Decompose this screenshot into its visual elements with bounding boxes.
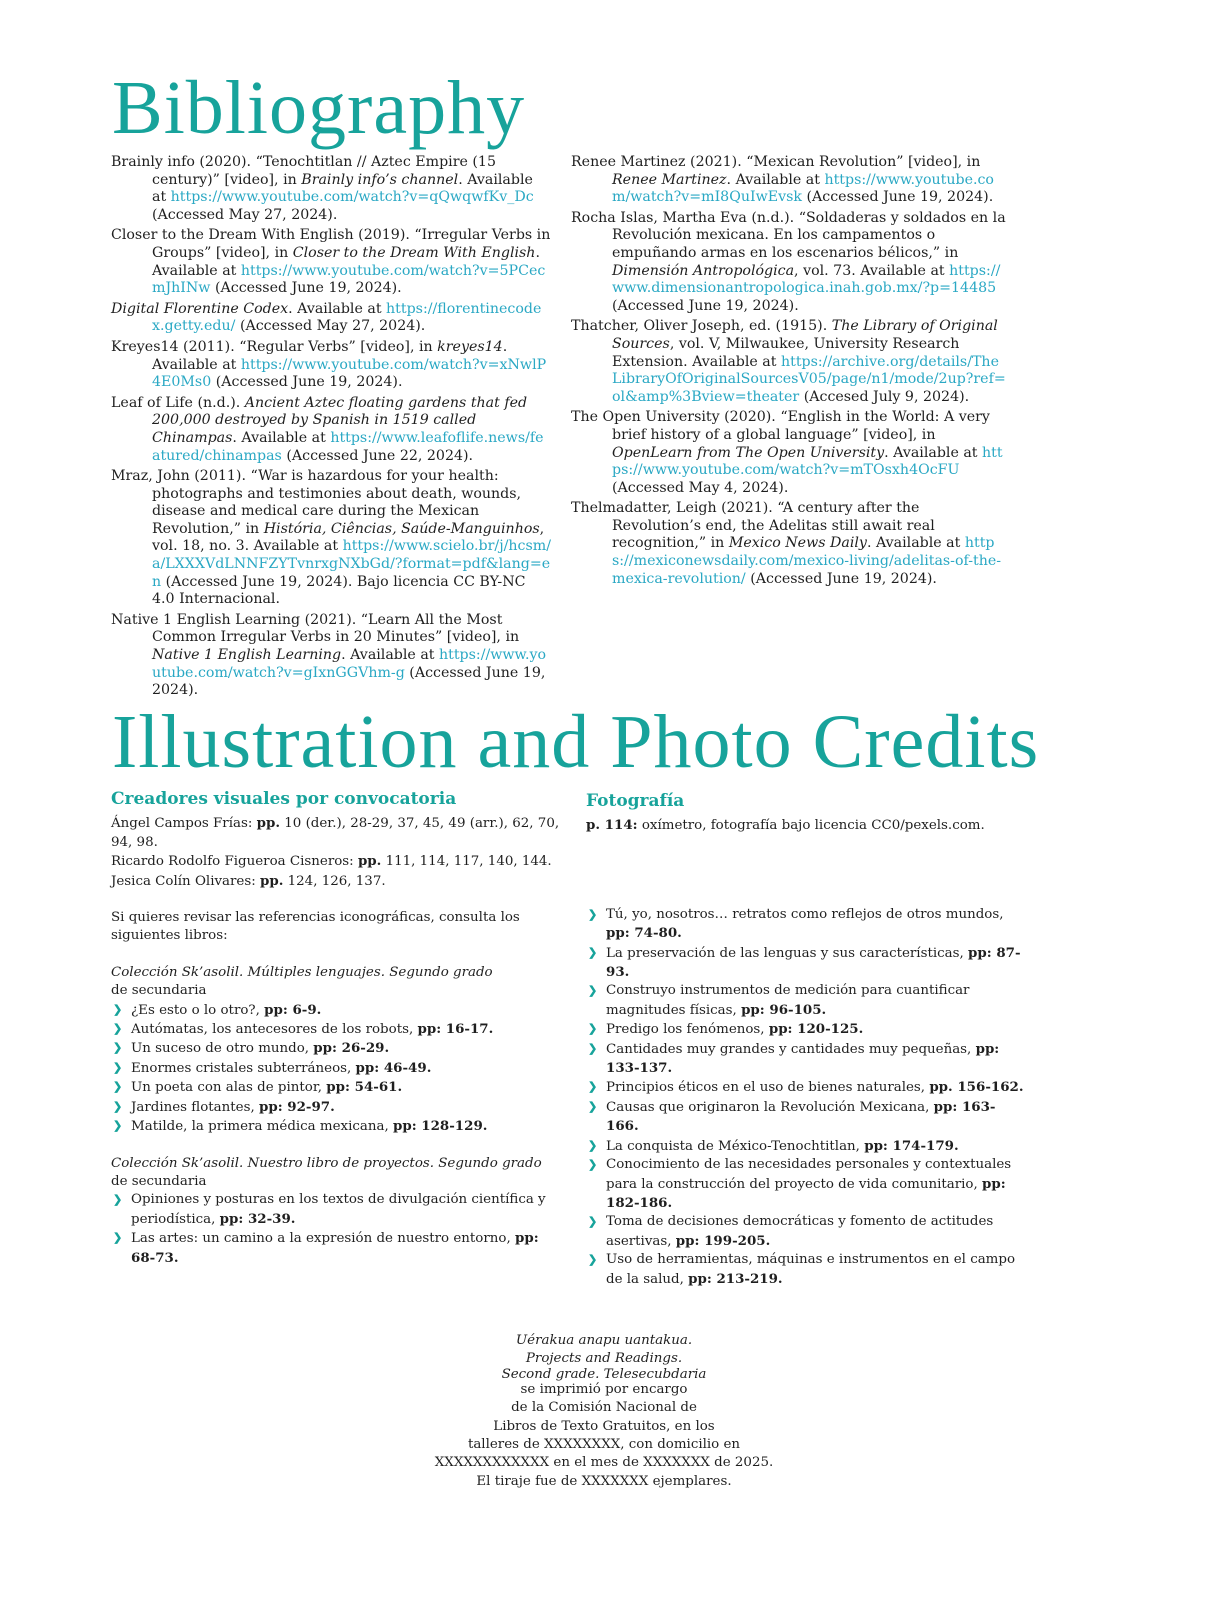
collection-continued-list: [586, 906, 1026, 1289]
reference-list-item: ❯ Toma de decisiones democráticas y fomento de actitudes asertivas, pp: 199-205.: [586, 1213, 1026, 1251]
bibliography-entry: Native 1 English Learning (2021). “Learn All the Most Common Irregular Verbs in 20 Minutes” [video], in Native 1 English Learning. Available at https://www.youtube.com/watch?v=gIxnGGVhm-g (Accessed June 19, 2024).: [111, 611, 547, 699]
collection-2-subtitle: de secundaria: [111, 1173, 207, 1189]
reference-list-item: ❯ Predigo los fenómenos, pp: 120-125.: [586, 1020, 1026, 1039]
creators-list: [111, 814, 561, 891]
reference-list-item: ❯ Enormes cristales subterráneos, pp: 46-49.: [111, 1059, 561, 1078]
collection-2-title: Colección Sk’asolil. Nuestro libro de proyectos. Segundo grado: [111, 1155, 542, 1171]
bibliography-entry: Mraz, John (2011). “War is hazardous for your health: photographs and testimonies about death, wounds, disease and medical care during the Mexican Revolution,” in História, Ciências, Saúde-Manguinhos, vol. 18, no. 3. Available at https://www.scielo.br/j/hcsm/a/LXXXVdLNNFZYTvnrxgNXbGd/?format=pdf&lang=en (Accessed June 19, 2024). Bajo licencia CC BY-NC 4.0 Internacional.: [111, 468, 551, 608]
colophon: [404, 1332, 804, 1491]
bibliography-entry: Leaf of Life (n.d.). Ancient Aztec floating gardens that fed 200,000 destroyed by Spanish in 1519 called Chinampas. Available at https://www.leafoflife.news/featured/chinampas (Accessed June 22, 2024).: [111, 394, 544, 464]
reference-list-item: ❯ ¿Es esto o lo otro?, pp: 6-9.: [111, 1001, 561, 1020]
reference-link[interactable]: https://www.youtube.com/watch?v=mTOsxh4OcFU: [612, 444, 1003, 479]
reference-link[interactable]: https://www.youtube.com/watch?v=xNwlP4E0Ms0: [152, 356, 547, 391]
credits-right-column: [586, 792, 1026, 1307]
reference-list-item: ❯ Uso de herramientas, máquinas e instrumentos en el campo de la salud, pp: 213-219.: [586, 1251, 1026, 1289]
bibliography-left-column: [111, 154, 551, 703]
collection-1-list: [111, 1001, 561, 1137]
reference-link[interactable]: https://www.scielo.br/j/hcsm/a/LXXXVdLNNFZYTvnrxgNXbGd/?format=pdf&lang=en: [152, 538, 551, 590]
reference-list-item: ❯ Matilde, la primera médica mexicana, pp: 128-129.: [111, 1117, 561, 1136]
creator-entry: Jesica Colín Olivares: pp. 124, 126, 137.: [111, 872, 386, 889]
reference-link[interactable]: https://www.dimensionantropologica.inah.gob.mx/?p=14485: [612, 262, 1001, 297]
colophon-line: de la Comisión Nacional de: [511, 1400, 697, 1416]
reference-link[interactable]: https://www.youtube.com/watch?v=5PCecmJhINw: [152, 262, 546, 297]
visual-creators-heading: Creadores visuales por convocatoria: [111, 789, 457, 809]
reference-list-item: ❯ Un poeta con alas de pintor, pp: 54-61.: [111, 1078, 561, 1097]
reference-list-item: ❯ Cantidades muy grandes y cantidades muy pequeñas, pp: 133-137.: [586, 1040, 1026, 1079]
collection-1-subtitle: de secundaria: [111, 983, 207, 999]
bibliography-entry: Closer to the Dream With English (2019). “Irregular Verbs in Groups” [video], in Closer to the Dream With English. Available at https://www.youtube.com/watch?v=5PCecmJhINw (Accessed June 19, 2024).: [111, 227, 551, 297]
photo-credit: p. 114: oxímetro, fotografía bajo licencia CC0/pexels.com.: [586, 817, 985, 834]
bibliography-right-column: [571, 154, 1006, 591]
reference-list-item: ❯ Causas que originaron la Revolución Mexicana, pp: 163-166.: [586, 1098, 1026, 1137]
photography-heading: Fotografía: [586, 791, 685, 811]
reference-list-item: ❯ Autómatas, los antecesores de los robots, pp: 16-17.: [111, 1020, 561, 1039]
reference-list-item: ❯ Construyo instrumentos de medición para cuantificar magnitudes físicas, pp: 96-105.: [586, 982, 1026, 1020]
credits-left-column: [111, 790, 561, 1286]
reference-list-item: ❯ Opiniones y posturas en los textos de divulgación científica y periodística, pp: 32-39.: [111, 1191, 561, 1229]
bibliography-entry: Rocha Islas, Martha Eva (n.d.). “Soldaderas y soldados en la Revolución mexicana. En los campamentos o empuñando armas en los escenarios bélicos,” in Dimensión Antropológica, vol. 73. Available at https://www.dimensionantropologica.inah.gob.mx/?p=14485 (Accessed June 19, 2024).: [571, 209, 1006, 314]
reference-link[interactable]: https://florentinecodex.getty.edu/: [152, 300, 542, 335]
reference-list-item: ❯ Principios éticos en el uso de bienes naturales, pp. 156-162.: [586, 1078, 1026, 1097]
reference-link[interactable]: https://archive.org/details/TheLibraryOfOriginalSourcesV05/page/n1/mode/2up?ref=ol&amp%3Bview=theater: [612, 353, 1006, 405]
reference-link[interactable]: https://www.youtube.com/watch?v=mI8QuIwEvsk: [612, 171, 994, 206]
collection-1-title: Colección Sk’asolil. Múltiples lenguajes. Segundo grado: [111, 964, 493, 980]
colophon-title-2: Projects and Readings.: [525, 1351, 683, 1367]
colophon-line: XXXXXXXXXXXX en el mes de XXXXXXX de 2025.: [434, 1455, 774, 1471]
reference-list-item: ❯ La preservación de las lenguas y sus características, pp: 87-93.: [586, 944, 1026, 983]
reference-list-item: ❯ La conquista de México-Tenochtitlan, pp: 174-179.: [586, 1137, 1026, 1156]
bibliography-entry: Kreyes14 (2011). “Regular Verbs” [video], in kreyes14. Available at https://www.youtube.com/watch?v=xNwlP4E0Ms0 (Accessed June 19, 2024).: [111, 338, 547, 391]
bibliography-entry: Thelmadatter, Leigh (2021). “A century after the Revolution’s end, the Adelitas still await real recognition,” in Mexico News Daily. Available at https://mexiconewsdaily.com/mexico-living/adelitas-of-the-mexica-revolution/ (Accessed June 19, 2024).: [571, 500, 1002, 587]
bibliography-entry: Renee Martinez (2021). “Mexican Revolution” [video], in Renee Martinez. Available at https://www.youtube.com/watch?v=mI8QuIwEvsk (Accessed June 19, 2024).: [571, 154, 994, 206]
reference-list-item: ❯ Un suceso de otro mundo, pp: 26-29.: [111, 1039, 561, 1058]
reference-link[interactable]: https://www.youtube.com/watch?v=qQwqwfKv_Dc: [170, 189, 534, 206]
creator-entry: Ricardo Rodolfo Figueroa Cisneros: pp. 111, 114, 117, 140, 144.: [111, 853, 552, 870]
references-intro: Si quieres revisar las referencias iconográficas, consulta los siguientes libros:: [111, 910, 520, 944]
reference-link[interactable]: https://www.leafoflife.news/featured/chinampas: [152, 429, 544, 464]
reference-list-item: ❯ Las artes: un camino a la expresión de nuestro entorno, pp: 68-73.: [111, 1229, 561, 1268]
colophon-line: talleres de XXXXXXXX, con domicilio en: [467, 1437, 741, 1453]
colophon-title-1: Uérakua anapu uantakua.: [515, 1333, 693, 1348]
collection-2-list: [111, 1191, 561, 1268]
bibliography-title: Bibliography: [112, 66, 526, 150]
reference-link[interactable]: https://mexiconewsdaily.com/mexico-living/adelitas-of-the-mexica-revolution/: [612, 535, 1002, 587]
reference-link[interactable]: https://www.youtube.com/watch?v=gIxnGGVhm-g: [152, 647, 547, 681]
colophon-line: se imprimió por encargo: [520, 1381, 688, 1397]
credits-title: Illustration and Photo Credits: [112, 700, 1040, 784]
bibliography-entry: Brainly info (2020). “Tenochtitlan // Aztec Empire (15 century)” [video], in Brainly info’s channel. Available at https://www.youtube.com/watch?v=qQwqwfKv_Dc (Accessed May 27, 2024).: [111, 154, 534, 223]
creator-entry: Ángel Campos Frías: pp. 10 (der.), 28-29, 37, 45, 49 (arr.), 62, 70, 94, 98.: [111, 815, 560, 850]
bibliography-entry: Digital Florentine Codex. Available at https://florentinecodex.getty.edu/ (Accessed May 27, 2024).: [111, 300, 542, 335]
reference-list-item: ❯ Conocimiento de las necesidades personales y contextuales para la construcción del proyecto de vida comunitario, pp: 182-186.: [586, 1156, 1026, 1213]
colophon-line: El tiraje fue de XXXXXXX ejemplares.: [476, 1473, 732, 1489]
bibliography-entry: Thatcher, Oliver Joseph, ed. (1915). The Library of Original Sources, vol. V, Milwaukee, University Research Extension. Available at https://archive.org/details/TheLibraryOfOriginalSourcesV05/page/n1/mode/2up?ref=ol&amp%3Bview=theater (Accesed July 9, 2024).: [571, 318, 1006, 405]
colophon-line: Libros de Texto Gratuitos, en los: [493, 1418, 715, 1434]
reference-list-item: ❯ Jardines flotantes, pp: 92-97.: [111, 1098, 561, 1117]
bibliography-entry: The Open University (2020). “English in the World: A very brief history of a global language” [video], in OpenLearn from The Open University. Available at https://www.youtube.com/watch?v=mTOsxh4OcFU (Accessed May 4, 2024).: [571, 409, 1003, 496]
reference-list-item: ❯ Tú, yo, nosotros… retratos como reflejos de otros mundos, pp: 74-80.: [586, 906, 1026, 944]
colophon-title-3: Second grade. Telesecubdaria: [501, 1366, 707, 1382]
